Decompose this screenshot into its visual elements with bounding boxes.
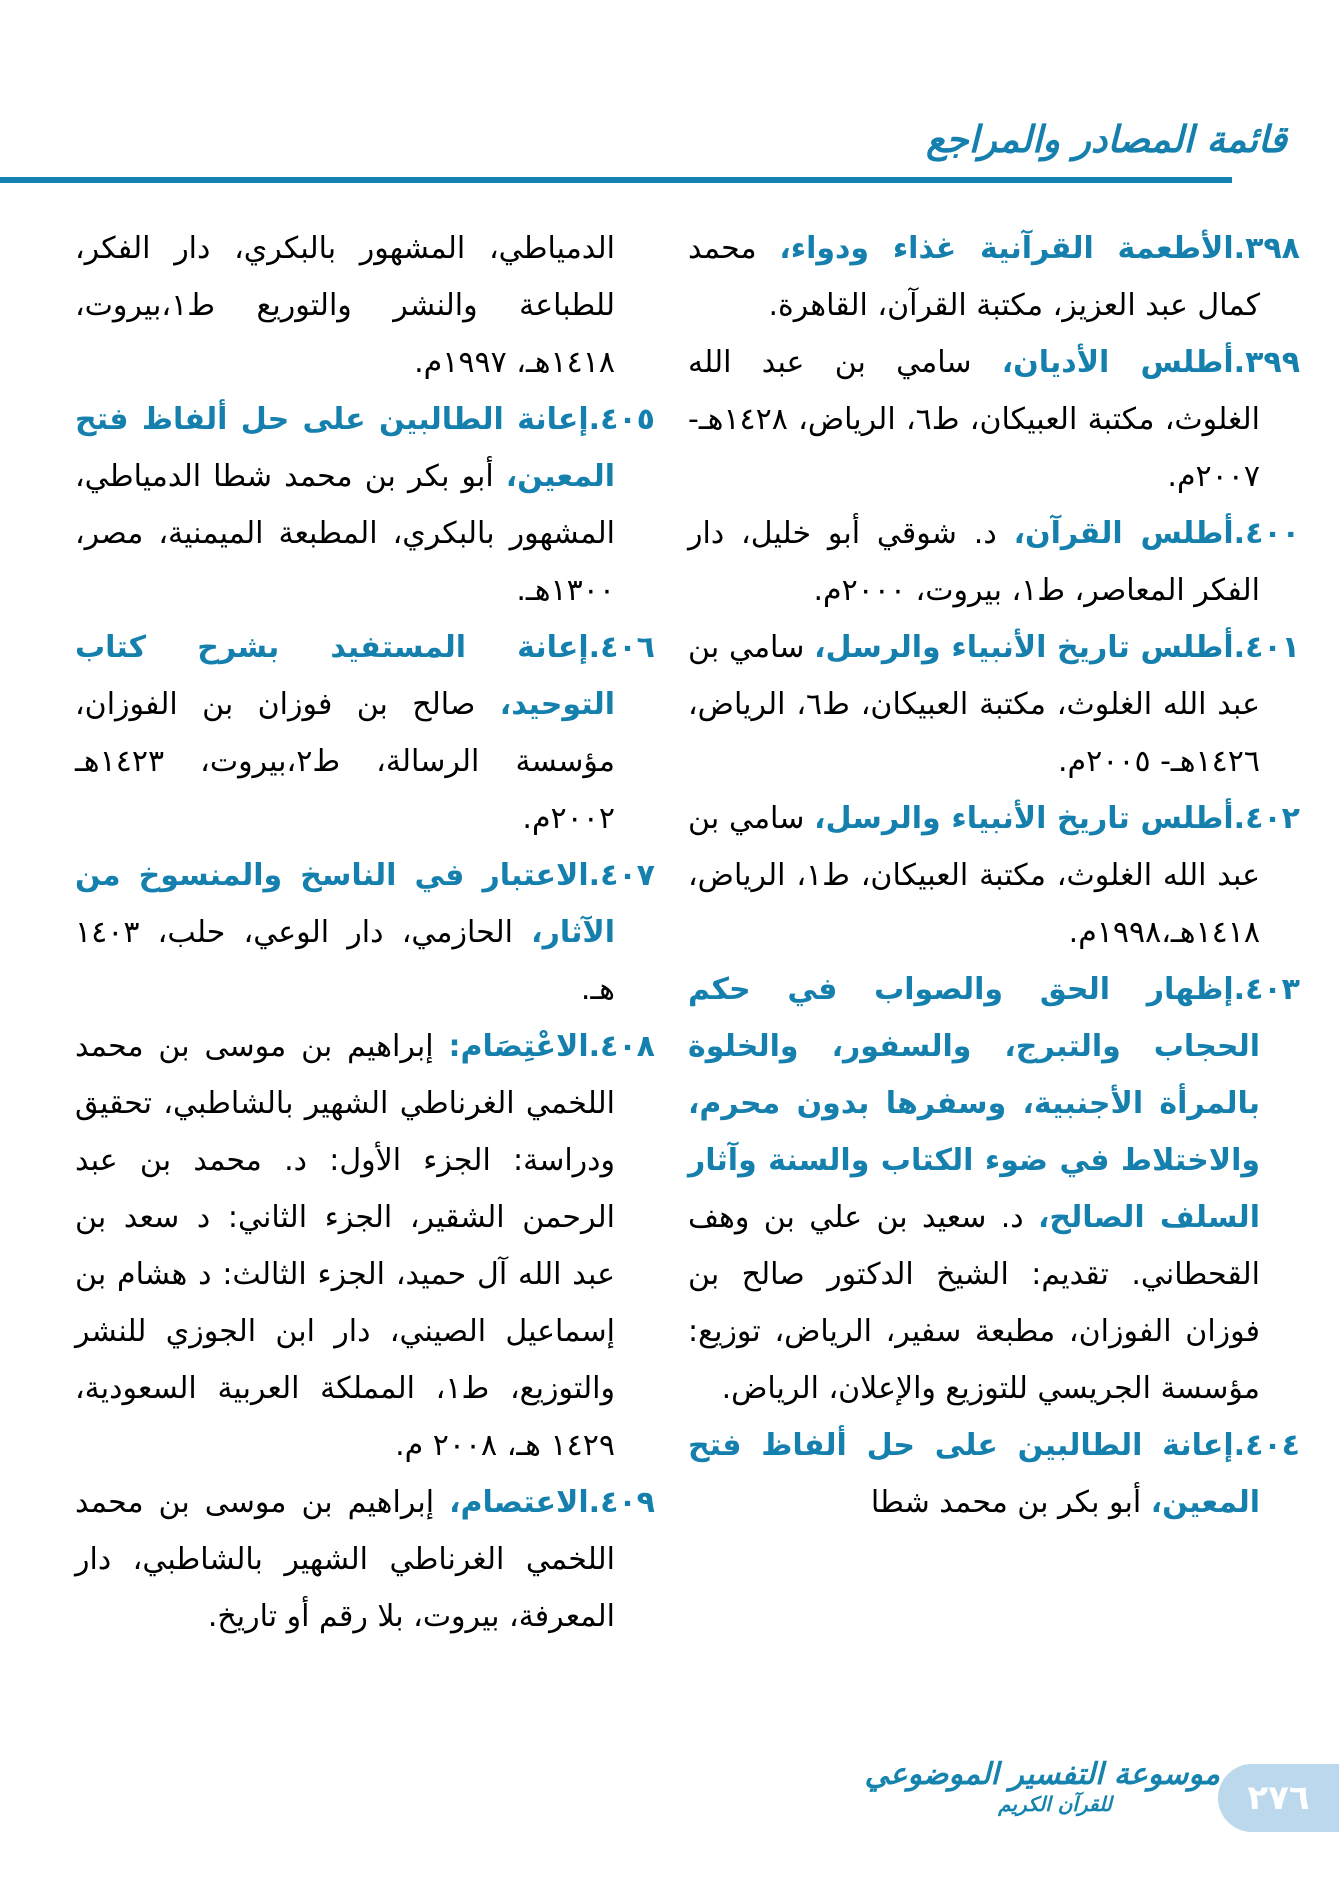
- column-right: [688, 220, 1300, 1531]
- entry-title: الاعْتِصَام:: [448, 1029, 589, 1064]
- bib-entry-403: [688, 961, 1300, 1417]
- entry-number: ٤٠٦.: [588, 630, 655, 665]
- bib-entry-401: [688, 619, 1300, 790]
- entry-text: إبراهيم بن موسى بن محمد اللخمي الغرناطي الشهير بالشاطبي، تحقيق ودراسة: الجزء الأول: د. محمد بن عبد الرحمن الشقير، الجزء الثاني: د سعد بن عبد الله آل حميد، الجزء الثالث: د هشام بن إسماعيل الصيني، دار ابن الجوزي للنشر والتوزيع، ط١، المملكة العربية السعودية، ١٤٢٩ هـ، ٢٠٠٨ م.: [75, 1029, 615, 1463]
- entry-text: محمد كمال عبد العزيز، مكتبة القرآن، القاهرة.: [688, 231, 1260, 323]
- logo-subtitle-line: للقرآن الكريم: [998, 1791, 1112, 1816]
- entry-text: د. شوقي أبو خليل، دار الفكر المعاصر، ط١، بيروت، ٢٠٠٠م.: [688, 516, 1260, 608]
- entry-text: د. سعيد بن علي بن وهف القحطاني. تقديم: الشيخ الدكتور صالح بن فوزان الفوزان، مطبعة سفير، الرياض، توزيع: مؤسسة الجريسي للتوزيع والإعلان، الرياض.: [688, 1200, 1260, 1406]
- entry-number: ٤٠٥.: [588, 402, 655, 437]
- bib-entry-402: [688, 790, 1300, 961]
- entry-title: الاعتبار في الناسخ والمنسوخ من الآثار،: [75, 858, 615, 950]
- entry-text: إبراهيم بن موسى بن محمد اللخمي الغرناطي الشهير بالشاطبي، دار المعرفة، بيروت، بلا رقم أو تاريخ.: [75, 1485, 615, 1634]
- entry-number: ٤٠٨.: [588, 1029, 655, 1064]
- entry-number: ٤٠٣.: [1233, 972, 1300, 1007]
- bib-entry-406: [75, 619, 655, 847]
- entry-title: الاعتصام،: [449, 1485, 589, 1520]
- entry-text: أبو بكر بن محمد شطا الدمياطي، المشهور بالبكري، المطبعة الميمنية، مصر، ١٣٠٠هـ.: [75, 459, 615, 608]
- page-number-badge: [1218, 1764, 1339, 1832]
- entry-title: إظهار الحق والصواب في حكم الحجاب والتبرج، والسفور، والخلوة بالمرأة الأجنبية، وسفرها بدون محرم، والاختلاط في ضوء الكتاب والسنة وآثار السلف الصالح،: [688, 972, 1260, 1235]
- entry-title: الأطعمة القرآنية غذاء ودواء،: [779, 231, 1234, 266]
- entry-number: ٤٠١.: [1233, 630, 1300, 665]
- entry-title: إعانة الطالبين على حل ألفاظ فتح المعين،: [75, 402, 615, 494]
- bib-entry-398: [688, 220, 1300, 334]
- entry-number: ٤٠٧.: [588, 858, 655, 893]
- entry-title: أطلس تاريخ الأنبياء والرسل،: [814, 801, 1234, 836]
- entry-title: إعانة الطالبين على حل ألفاظ فتح المعين،: [688, 1428, 1260, 1520]
- bib-entry-405: [75, 391, 655, 619]
- logo-title-line: موسوعة التفسير الموضوعي: [864, 1757, 1220, 1792]
- bib-entry-404-continuation: الدمياطي، المشهور بالبكري، دار الفكر، للطباعة والنشر والتوريع ط١،بيروت، ١٤١٨هـ، ١٩٩٧م.: [75, 231, 615, 380]
- entry-number: ٤٠٠.: [1233, 516, 1300, 551]
- entry-title: إعانة المستفيد بشرح كتاب التوحيد،: [75, 630, 615, 722]
- entry-text: صالح بن فوزان بن الفوزان، مؤسسة الرسالة، ط٢،بيروت، ١٤٢٣هـ ٢٠٠٢م.: [75, 687, 615, 836]
- entry-title: أطلس تاريخ الأنبياء والرسل،: [814, 630, 1234, 665]
- entry-text: سامي بن عبد الله الغلوث، مكتبة العبيكان، ط٦، الرياض، ١٤٢٨هـ- ٢٠٠٧م.: [688, 345, 1260, 494]
- bib-entry-404: [688, 1417, 1300, 1531]
- entry-number: ٤٠٢.: [1233, 801, 1300, 836]
- entry-text: الحازمي، دار الوعي، حلب، ١٤٠٣ هـ.: [75, 915, 615, 1007]
- entry-text: سامي بن عبد الله الغلوث، مكتبة العبيكان، ط١، الرياض، ١٤١٨هـ،١٩٩٨م.: [688, 801, 1260, 950]
- entry-title: أطلس الأديان،: [1001, 345, 1234, 380]
- page-title: قائمة المصادر والمراجع: [926, 118, 1287, 161]
- encyclopedia-logo: [864, 1757, 1220, 1816]
- bib-entry-399: [688, 334, 1300, 505]
- entry-number: ٣٩٨.: [1233, 231, 1300, 266]
- bib-entry-407: [75, 847, 655, 1018]
- page-number: ٢٧٦: [1247, 1778, 1310, 1818]
- column-left: [75, 220, 655, 1645]
- header-divider-rule: [0, 177, 1232, 183]
- entry-title: أطلس القرآن،: [1013, 516, 1234, 551]
- bib-entry-400: [688, 505, 1300, 619]
- entry-number: ٤٠٤.: [1233, 1428, 1300, 1463]
- entry-number: ٤٠٩.: [588, 1485, 655, 1520]
- entry-text: أبو بكر بن محمد شطا: [870, 1485, 1142, 1520]
- entry-text: سامي بن عبد الله الغلوث، مكتبة العبيكان، ط٦، الرياض، ١٤٢٦هـ- ٢٠٠٥م.: [688, 630, 1260, 779]
- entry-number: ٣٩٩.: [1233, 345, 1301, 380]
- bib-entry-408: [75, 1018, 655, 1474]
- bib-entry-409: [75, 1474, 655, 1645]
